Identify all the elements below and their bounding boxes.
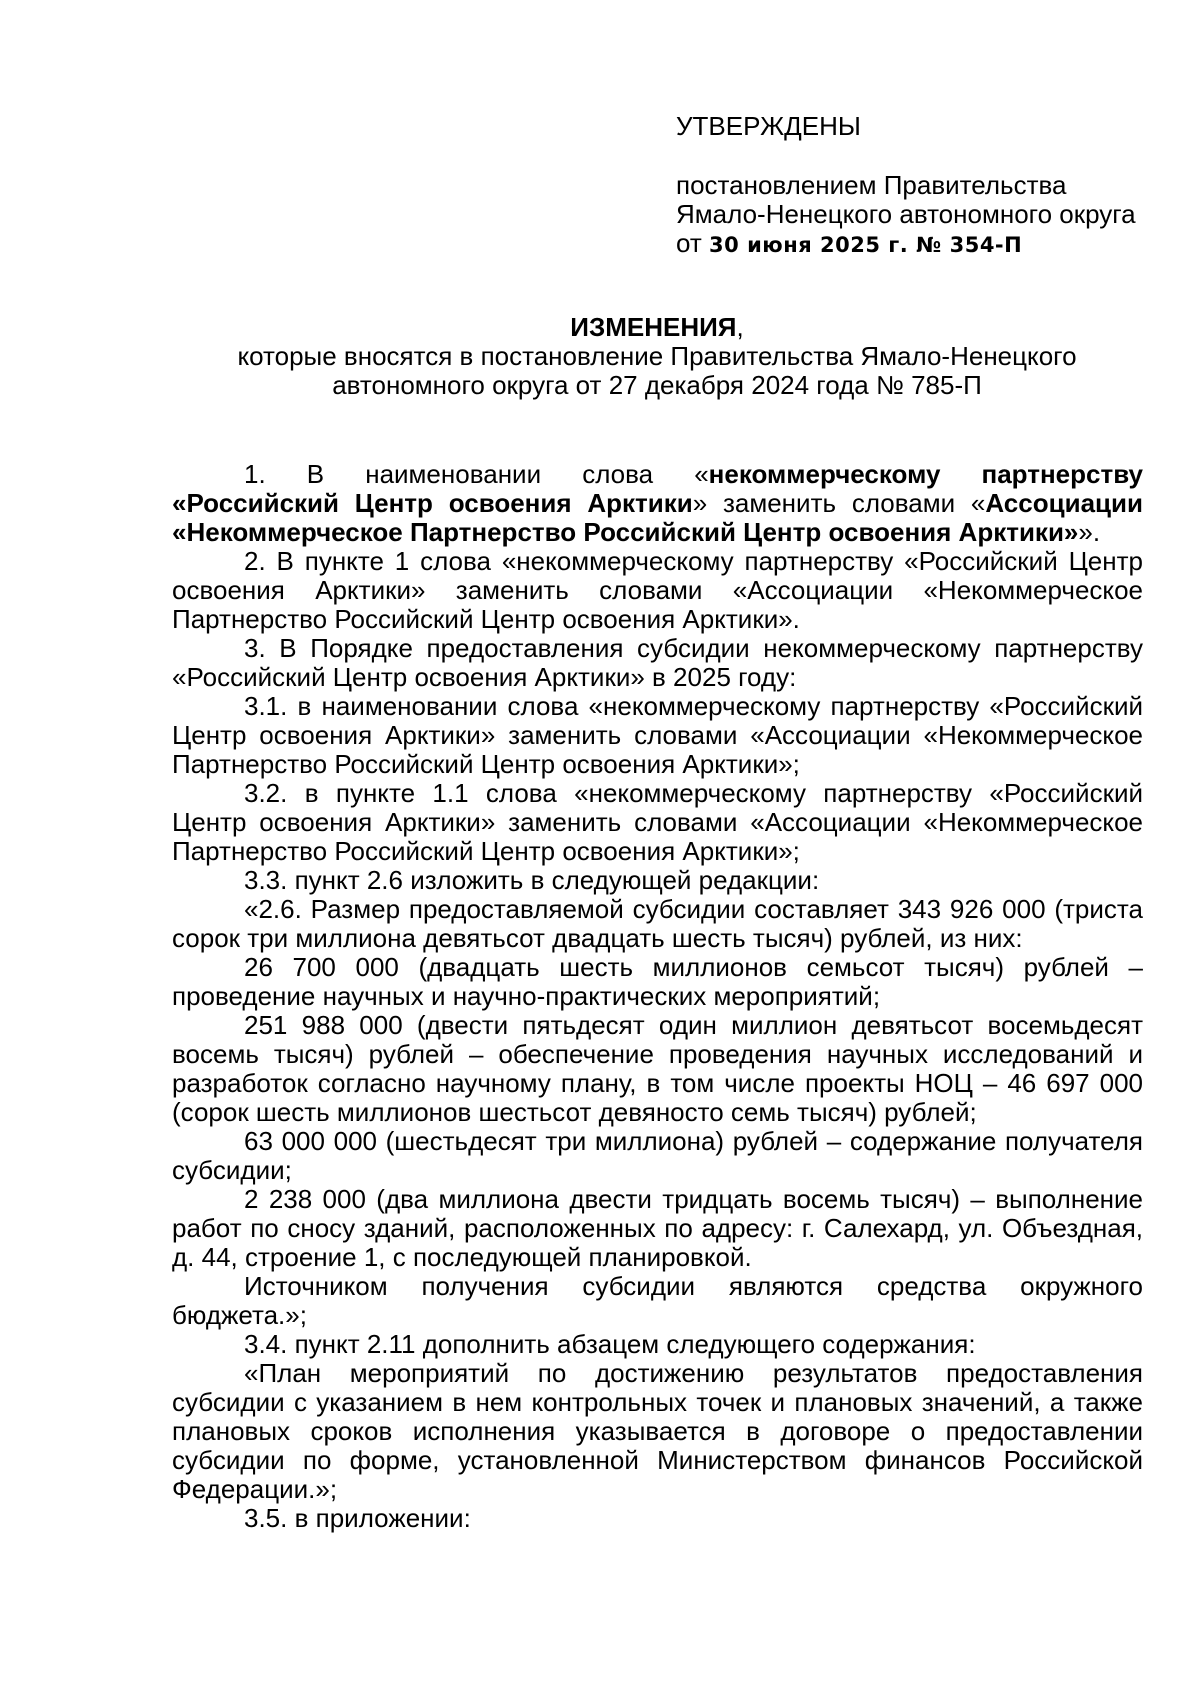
paragraph-amount-maintenance: 63 000 000 (шестьдесят три миллиона) рублей – содержание получателя субсидии; — [172, 1126, 1143, 1185]
paragraph-funding-source: Источником получения субсидии являются средства окружного бюджета.»; — [172, 1271, 1143, 1330]
paragraph-1 — [172, 460, 1143, 547]
paragraph-1-prefix: 1. В наименовании слова « — [244, 459, 709, 489]
heading-subtitle-2: автономного округа от 27 декабря 2024 года № 785-П — [332, 370, 982, 400]
heading-title-line — [170, 313, 1144, 342]
document-heading — [170, 313, 1144, 400]
paragraph-3: 3. В Порядке предоставления субсидии некоммерческому партнерству «Российский Центр освоения Арктики» в 2025 году: — [172, 633, 1143, 692]
paragraph-3-3: 3.3. пункт 2.6 изложить в следующей редакции: — [244, 865, 820, 895]
paragraph-3-5: 3.5. в приложении: — [244, 1503, 471, 1533]
heading-title: ИЗМЕНЕНИЯ — [570, 312, 737, 342]
approval-date-stamp: 30 июня 2025 г. № 354-П — [709, 233, 1023, 257]
paragraph-3-1: 3.1. в наименовании слова «некоммерческому партнерству «Российский Центр освоения Арктики» заменить словами «Ассоциации «Некоммерческое Партнерство Российский Центр освоения Арктики»; — [172, 691, 1143, 779]
paragraph-1-bold-new-name: Ассоциации «Некоммерческое Партнерство Российский Центр освоения Арктики» — [172, 488, 1143, 547]
approval-block — [676, 112, 1156, 260]
approval-line-1: постановлением Правительства — [676, 170, 1067, 200]
paragraph-1-mid: » заменить словами « — [692, 488, 986, 518]
paragraph-amount-demolition: 2 238 000 (два миллиона двести тридцать восемь тысяч) – выполнение работ по сносу зданий, расположенных по адресу: г. Салехард, ул. Объездная, д. 44, строение 1, с последующей планировкой. — [172, 1184, 1143, 1272]
paragraph-1-bold-old-name: некоммерческому партнерству «Российский Центр освоения Арктики — [172, 459, 1143, 518]
approval-line-2: Ямало-Ненецкого автономного округа — [676, 199, 1136, 229]
approval-title: УТВЕРЖДЕНЫ — [676, 111, 861, 141]
document-body — [172, 460, 1143, 1533]
paragraph-plan: «План мероприятий по достижению результатов предоставления субсидии с указанием в нем контрольных точек и плановых значений, а также плановых сроков исполнения указывается в договоре о предоставлении субсидии по форме, установленной Министерством финансов Российской Федерации.»; — [172, 1358, 1143, 1504]
approval-date-line — [676, 229, 1156, 260]
paragraph-3-2: 3.2. в пункте 1.1 слова «некоммерческому партнерству «Российский Центр освоения Арктики» заменить словами «Ассоциации «Некоммерческое Партнерство Российский Центр освоения Арктики»; — [172, 778, 1143, 866]
heading-subtitle-1: которые вносятся в постановление Правительства Ямало-Ненецкого — [237, 341, 1077, 371]
paragraph-2-6: «2.6. Размер предоставляемой субсидии составляет 343 926 000 (триста сорок три миллиона девятьсот двадцать шесть тысяч) рублей, из них: — [172, 894, 1143, 953]
paragraph-1-suffix: ». — [1078, 517, 1101, 547]
paragraph-2: 2. В пункте 1 слова «некоммерческому партнерству «Российский Центр освоения Арктики» заменить словами «Ассоциации «Некоммерческое Партнерство Российский Центр освоения Арктики». — [172, 546, 1143, 634]
heading-title-comma: , — [736, 312, 744, 342]
paragraph-amount-research: 251 988 000 (двести пятьдесят один миллион девятьсот восемьдесят восемь тысяч) рублей – обеспечение проведения научных исследований и разработок согласно научному плану, в том числе проекты НОЦ – 46 697 000 (сорок шесть миллионов шестьсот девяносто семь тысяч) рублей; — [172, 1010, 1143, 1127]
paragraph-3-4: 3.4. пункт 2.11 дополнить абзацем следующего содержания: — [244, 1329, 976, 1359]
approval-date-prefix: от — [676, 228, 702, 258]
paragraph-amount-events: 26 700 000 (двадцать шесть миллионов семьсот тысяч) рублей – проведение научных и научно-практических мероприятий; — [172, 952, 1143, 1011]
